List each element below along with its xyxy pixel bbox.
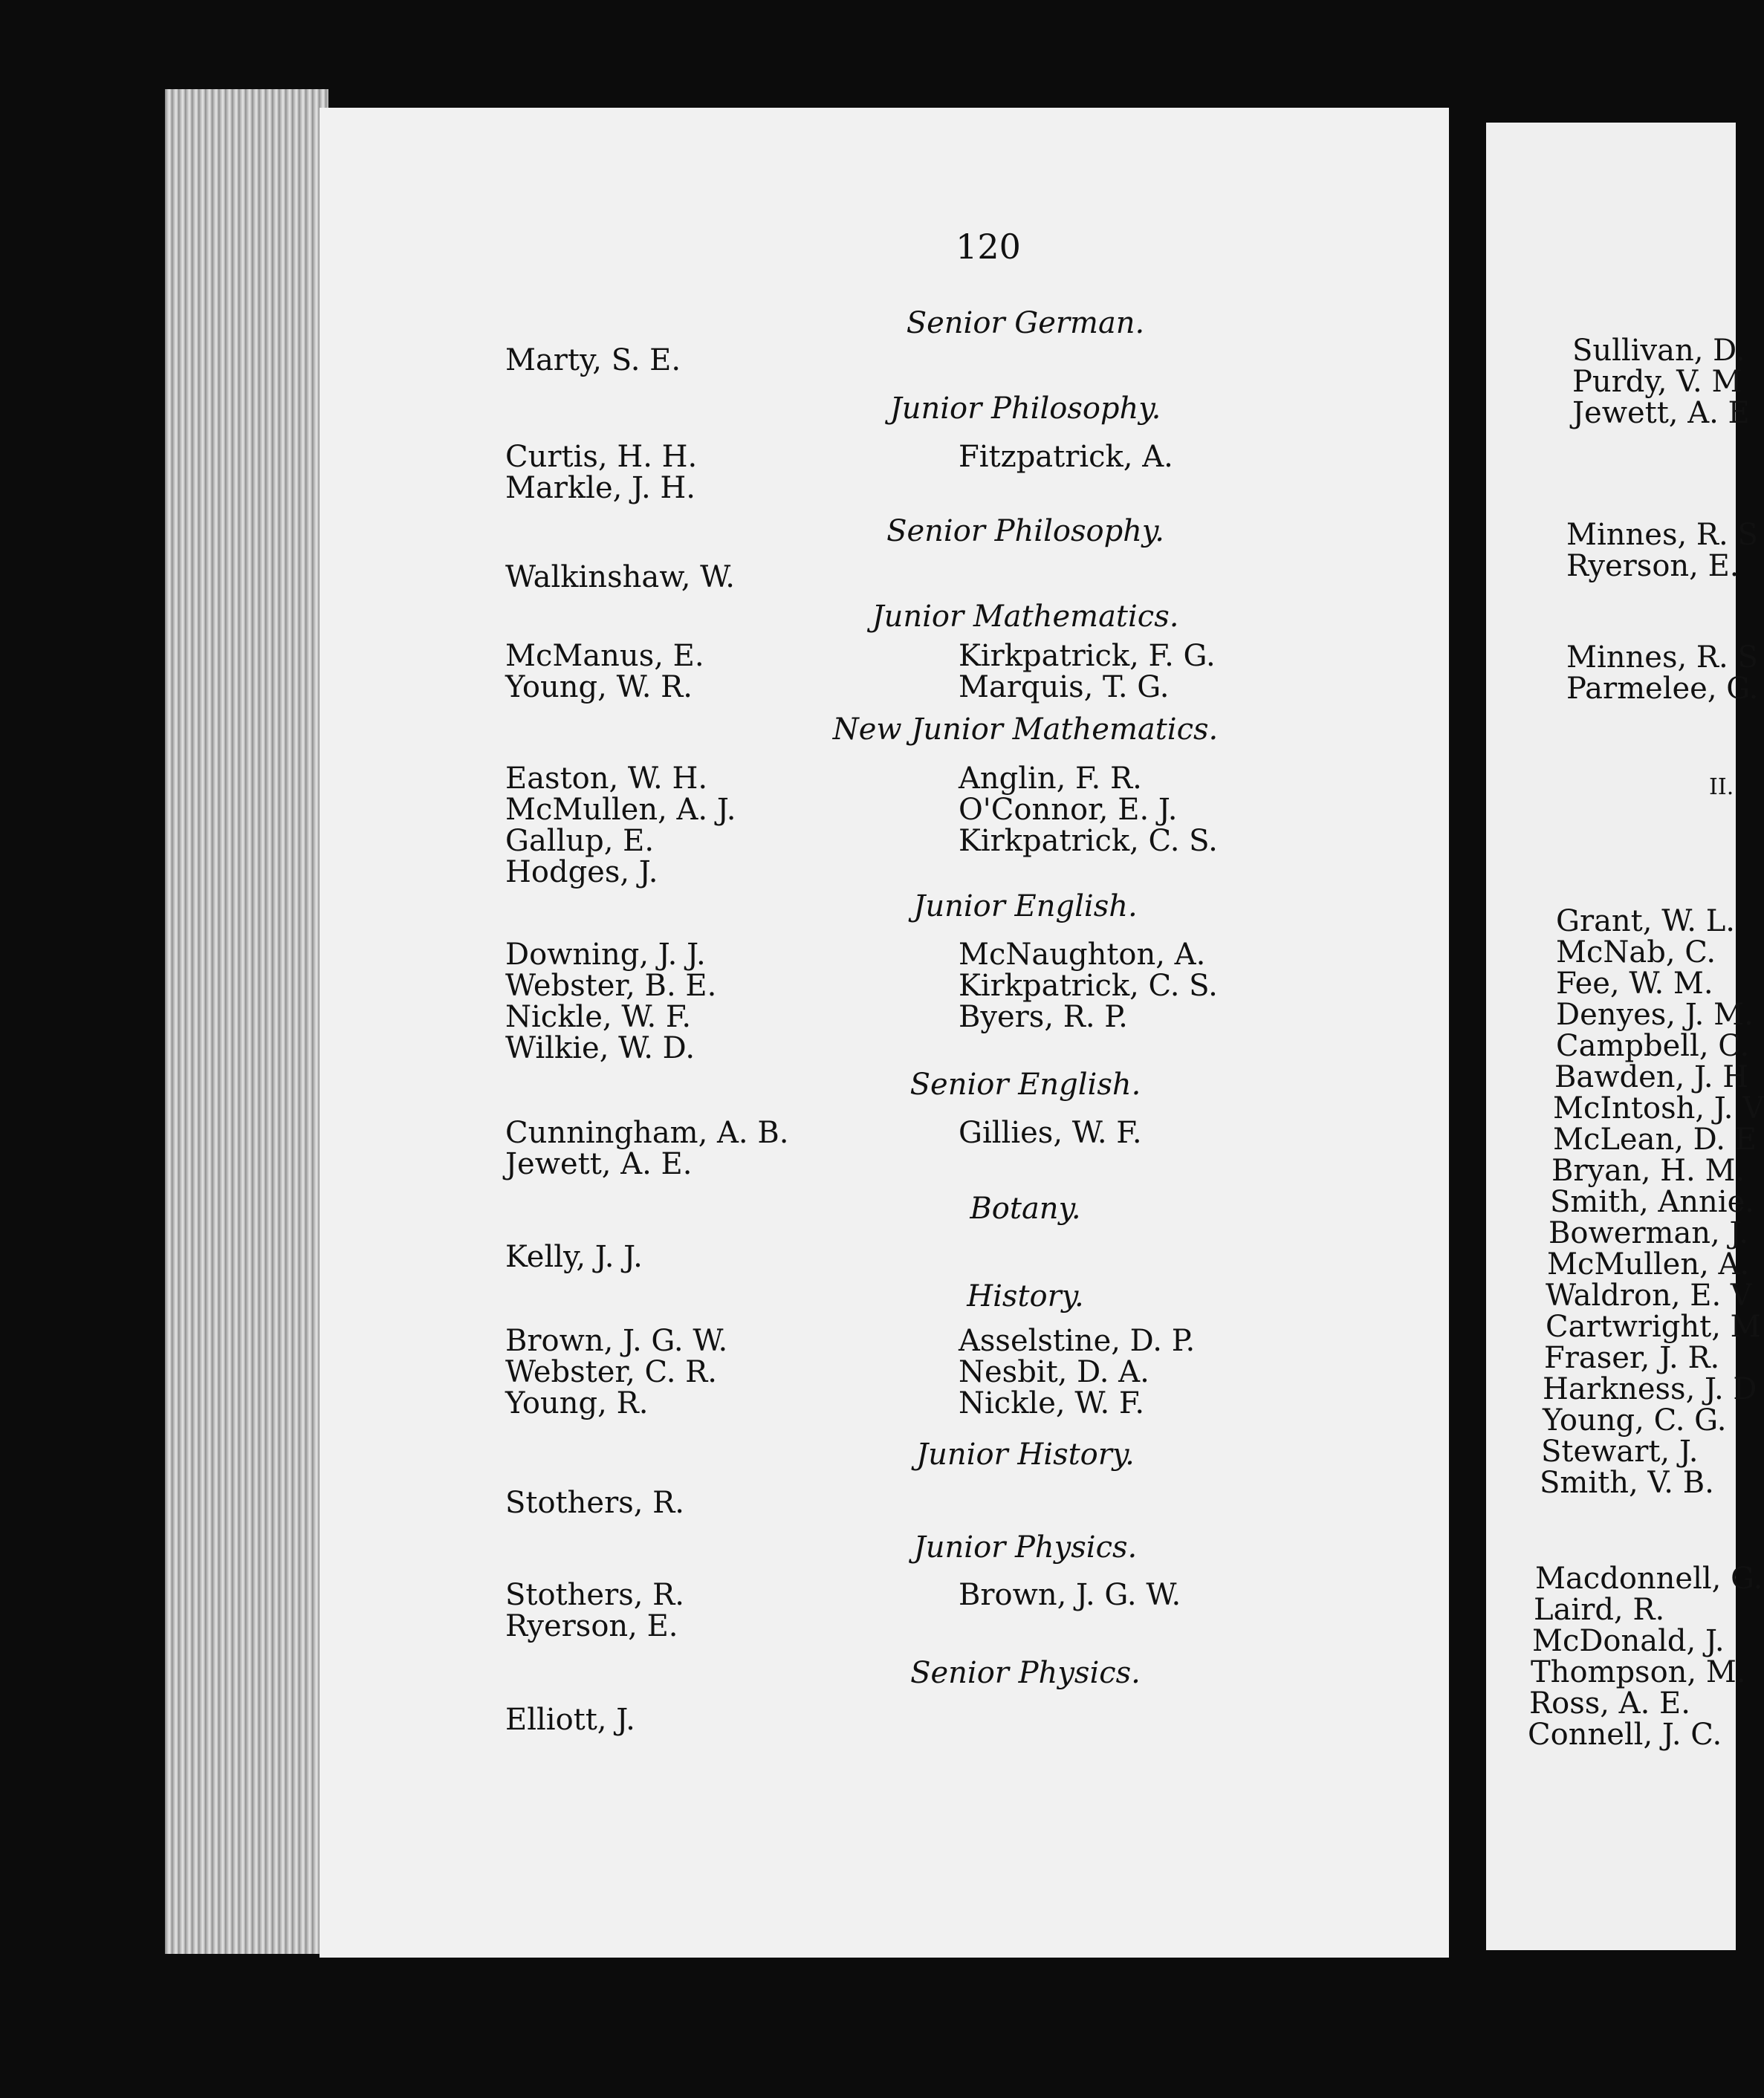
facing-name: Grant, W. L. [1556, 904, 1736, 938]
section-heading: History. [967, 1279, 1084, 1313]
facing-name: Cartwright, M [1546, 1310, 1761, 1344]
left-name: McManus, E. [505, 639, 704, 673]
facing-name: Smith, Annie. [1550, 1185, 1754, 1219]
right-name: Nickle, W. F. [959, 1386, 1145, 1420]
section-heading: New Junior Mathematics. [832, 712, 1219, 747]
left-name: Stothers, R. [505, 1486, 684, 1520]
facing-name: Bowerman, J. [1549, 1216, 1749, 1250]
facing-name: McIntosh, J. V [1553, 1091, 1764, 1126]
section-heading: Junior Physics. [913, 1530, 1138, 1565]
right-name: Byers, R. P. [959, 1000, 1128, 1034]
left-name: Markle, J. H. [505, 471, 696, 505]
section-heading: Senior Philosophy. [886, 514, 1164, 548]
facing-name: Connell, J. C. [1528, 1718, 1722, 1752]
facing-name: Minnes, R. S [1566, 640, 1758, 675]
facing-name: Fraser, J. R. [1544, 1341, 1720, 1375]
page-number: 120 [956, 227, 1021, 267]
left-name: Walkinshaw, W. [505, 560, 735, 594]
facing-name: Bawden, J. H [1554, 1060, 1749, 1094]
left-name: Cunningham, A. B. [505, 1116, 789, 1150]
facing-name: Purdy, V. M [1572, 365, 1742, 399]
facing-name: Ryerson, E. [1566, 549, 1739, 583]
left-name: Easton, W. H. [505, 761, 708, 796]
left-name: Young, R. [505, 1386, 649, 1420]
facing-name: Bryan, H. M. [1551, 1154, 1745, 1188]
left-name: Kelly, J. J. [505, 1240, 643, 1274]
right-name: Kirkpatrick, F. G. [959, 639, 1216, 673]
facing-name: Parmelee, G. [1566, 672, 1759, 706]
facing-name: Waldron, E. V [1546, 1279, 1752, 1313]
facing-name: McDonald, J. [1532, 1624, 1725, 1658]
left-name: Hodges, J. [505, 855, 658, 889]
left-name: Wilkie, W. D. [505, 1031, 695, 1065]
right-name: Brown, J. G. W. [959, 1578, 1181, 1612]
right-name: Anglin, F. R. [959, 761, 1142, 796]
facing-name: Campbell, C. [1556, 1029, 1750, 1063]
right-name: Fitzpatrick, A. [959, 440, 1173, 474]
section-heading: Junior Philosophy. [889, 392, 1161, 426]
section-heading: Junior Mathematics. [872, 600, 1179, 634]
right-name: Kirkpatrick, C. S. [959, 824, 1218, 858]
left-name: Downing, J. J. [505, 938, 706, 972]
left-name: Stothers, R. [505, 1578, 684, 1612]
facing-name: Denyes, J. M. [1556, 998, 1754, 1032]
right-name: Asselstine, D. P. [959, 1324, 1196, 1358]
right-name: Nesbit, D. A. [959, 1355, 1149, 1389]
section-heading: Junior History. [916, 1438, 1135, 1472]
facing-page [1486, 123, 1764, 1950]
book-page-edges [165, 89, 328, 1954]
right-name: Gillies, W. F. [959, 1116, 1142, 1150]
facing-name: McNab, C. [1556, 935, 1716, 970]
left-name: Brown, J. G. W. [505, 1324, 728, 1358]
facing-name: Fee, W. M. [1556, 967, 1713, 1001]
section-heading: Senior Physics. [910, 1656, 1141, 1690]
right-name: Kirkpatrick, C. S. [959, 969, 1218, 1003]
facing-name: Sullivan, D. [1572, 334, 1745, 368]
right-name: McNaughton, A. [959, 938, 1206, 972]
right-name: O'Connor, E. J. [959, 793, 1178, 827]
left-name: Elliott, J. [505, 1703, 635, 1737]
facing-name: Laird, R. [1534, 1593, 1665, 1627]
section-heading: Botany. [970, 1192, 1081, 1226]
section-heading: Senior German. [906, 306, 1145, 340]
facing-name: Thompson, M. [1531, 1655, 1746, 1689]
facing-name: Stewart, J. [1541, 1435, 1699, 1469]
facing-section-marker: II. [1709, 774, 1734, 800]
left-name: Gallup, E. [505, 824, 655, 858]
facing-name: McMullen, A. [1547, 1247, 1750, 1282]
left-name: Nickle, W. F. [505, 1000, 692, 1034]
right-name: Marquis, T. G. [959, 670, 1170, 704]
facing-name: Minnes, R. S [1566, 518, 1758, 552]
left-name: Curtis, H. H. [505, 440, 698, 474]
facing-name: Macdonnell, G. [1535, 1562, 1763, 1596]
facing-name: Harkness, J. D [1543, 1372, 1757, 1406]
left-name: Webster, B. E. [505, 969, 717, 1003]
section-heading: Senior English. [909, 1068, 1141, 1102]
facing-name: McLean, D. E [1553, 1123, 1757, 1157]
facing-name: Smith, V. B. [1540, 1466, 1714, 1500]
left-name: McMullen, A. J. [505, 793, 736, 827]
left-name: Young, W. R. [505, 670, 693, 704]
section-heading: Junior English. [913, 889, 1138, 923]
facing-name: Young, C. G. [1543, 1403, 1727, 1438]
left-name: Webster, C. R. [505, 1355, 717, 1389]
left-name: Marty, S. E. [505, 343, 681, 377]
facing-name: Jewett, A. E [1572, 396, 1750, 430]
left-name: Jewett, A. E. [505, 1147, 693, 1181]
left-page [320, 108, 1449, 1958]
facing-name: Ross, A. E. [1529, 1686, 1690, 1721]
left-name: Ryerson, E. [505, 1609, 678, 1643]
